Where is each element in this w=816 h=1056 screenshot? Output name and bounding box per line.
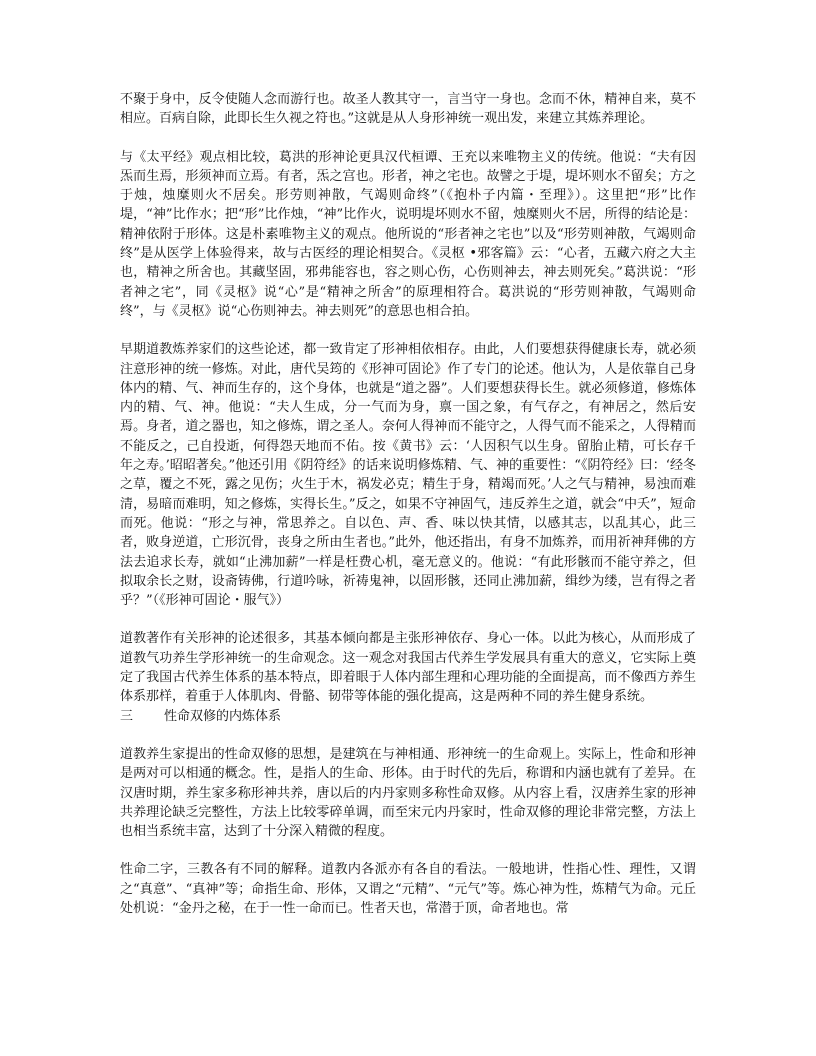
paragraph-2: 与《太平经》观点相比较，葛洪的形神论更具汉代桓谭、王充以来唯物主义的传统。他说：“夫有因炁而生焉，形须神而立焉。有者，炁之宫也。形者，神之宅也。故譬之于堤，堤坏则水不留矣；方之于烛，烛糜则火不居矣。形劳则神散，气竭则命终”（《抱朴子内篇・至理》）。这里把“形”比作堤，“神”比作水；把“形”比作烛，“神”比作火，说明堤坏则水不留，烛糜则火不居，所得的结论是：精神依附于形体。这是朴素唯物主义的观点。他所说的“形者神之宅也”以及“形劳则神散，气竭则命终”是从医学上体验得来，故与古医经的理论相契合。《灵枢 •邪客篇》云：“心者，五藏六府之大主也，精神之所舍也。其藏坚固，邪弗能容也，容之则心伤，心伤则神去，神去则死矣。”葛洪说：“形者神之宅”，同《灵枢》说“心”是“精神之所舍”的原理相符合。葛洪说的“形劳则神散，气竭则命终”，与《灵枢》说“心伤则神去。神去则死”的意思也相合拍。 — [120, 149, 696, 319]
paragraph-3: 早期道教炼养家们的这些论述，都一致肯定了形神相依相存。由此，人们要想获得健康长寿，就必须注意形神的统一修炼。对此，唐代吴筠的《形神可固论》作了专门的论述。他认为，人是依靠自己身体内的精、气、神而生存的，这个身体，也就是“道之器”。人们要想获得长生。就必须修道，修炼体内的精、气、神。他说：“夫人生成，分一气而为身，禀一国之象，有气存之，有神居之，然后安焉。身者，道之器也，知之修炼，谓之圣人。奈何人得神而不能守之，人得气而不能采之，人得精而不能反之，己自投逝，何得怨天地而不佑。按《黄书》云：‘人因积气以生身。留胎止精，可长存千年之寿。’昭昭著矣。”他还引用《阴符经》的话来说明修炼精、气、神的重要性：“《阴符经》曰：‘经冬之草，覆之不死，露之见伤；火生于木，祸发必克；精生于身，精竭而死。’人之气与精神，易浊而难清，易暗而难明，知之修炼，实得长生。”反之，如果不守神固气，违反养生之道，就会“中夭”，短命而死。他说：“形之与神，常思养之。自以色、声、香、味以快其情，以感其志，以乱其心，此三者，败身逆道，亡形沉骨，丧身之所由生者也。”此外，他还指出，有身不加炼养，而用祈神拜佛的方法去追求长寿，就如“止沸加薪”一样是枉费心机，毫无意义的。他说：“有此形骸而不能守养之，但拟取余长之财，设斋铸佛，行道吟咏，祈祷鬼神，以固形骸，还同止沸加薪，缉纱为缕，岂有得之者乎？”（《形神可固论・服气》） — [120, 342, 696, 609]
paragraph-1: 不聚于身中，反令使随人念而游行也。故圣人教其守一，言当守一身也。念而不休，精神自来，莫不相应。百病自除，此即长生久视之符也。”这就是从人身形神统一观出发，来建立其炼养理论。 — [120, 92, 696, 127]
section-heading — [120, 707, 696, 726]
paragraph-6: 性命二字，三教各有不同的解释。道教内各派亦有各自的看法。一般地讲，性指心性、理性，又谓之“真意”、“真神”等；命指生命、形体，又谓之“元精”、“元气”等。炼心神为性，炼精气为命。元丘处机说：“金丹之秘，在于一性一命而已。性者天也，常潜于顶，命者地也。常 — [120, 862, 696, 916]
section-title: 性命双修的内炼体系 — [164, 708, 282, 724]
paragraph-5: 道教养生家提出的性命双修的思想，是建筑在与神相通、形神统一的生命观上。实际上，性命和形神是两对可以相通的概念。性，是指人的生命、形体。由于时代的先后，称谓和内涵也就有了差异。在汉唐时期，养生家多称形神共养，唐以后的内丹家则多称性命双修。从内容上看，汉唐养生家的形神共养理论缺乏完整性，方法上比较零碎单调，而至宋元内丹家时，性命双修的理论非常完整，方法上也相当系统丰富，达到了十分深入精微的程度。 — [120, 746, 696, 840]
paragraph-4: 道教著作有关形神的论述很多，其基本倾向都是主张形神依存、身心一体。以此为核心，从而形成了道教气功养生学形神统一的生命观念。这一观念对我国古代养生学发展具有重大的意义，它实际上奠定了我国古代养生体系的基本特点，即着眼于人体内部生理和心理功能的全面提高，而不像西方养生体系那样，着重于人体肌肉、骨骼、韧带等体能的强化提高，这是两种不同的养生健身系统。 — [120, 631, 696, 705]
section-number: 三 — [120, 708, 134, 724]
document-page — [120, 90, 696, 918]
